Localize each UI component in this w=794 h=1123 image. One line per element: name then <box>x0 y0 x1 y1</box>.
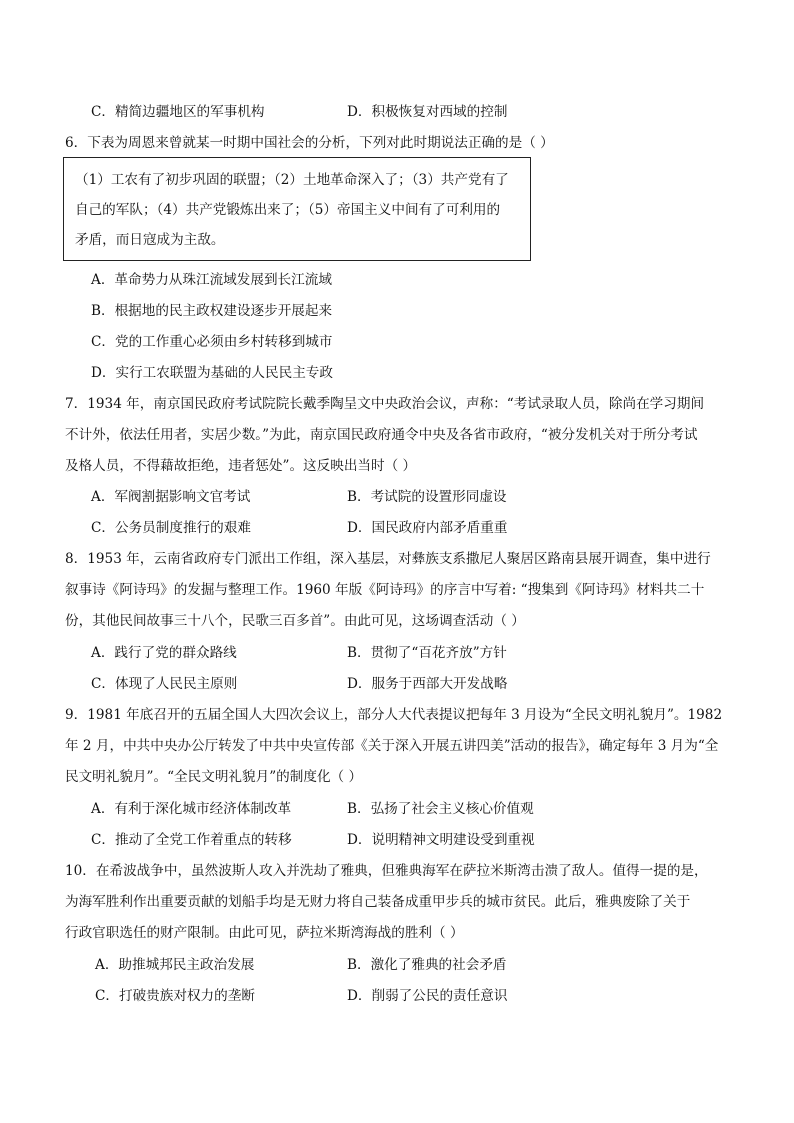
q10-stem-line-3: 行政官职选任的财产限制。由此可见，萨拉米斯湾海战的胜利（ ） <box>65 925 464 941</box>
q9-option-b: B．弘扬了社会主义核心价值观 <box>347 801 534 817</box>
q7-stem-line-2: 不计外，依法任用者，实居少数。”为此，南京国民政府通令中央及各省市政府，“被分发机关对于所分考试 <box>65 427 698 443</box>
q8-option-b: B．贯彻了“百花齐放”方针 <box>347 645 507 661</box>
q6-box-line-3: 矛盾，而日寇成为主敌。 <box>75 232 225 248</box>
q8-stem-line-3: 份，其他民间故事三十八个，民歌三百多首”。由此可见，这场调查活动（ ） <box>65 613 525 629</box>
q7-option-c: C．公务员制度推行的艰难 <box>91 520 251 536</box>
q6-stem: 6．下表为周恩来曾就某一时期中国社会的分析，下列对此时期说法正确的是（ ） <box>65 135 554 151</box>
q6-option-b: B．根据地的民主政权建设逐步开展起来 <box>91 303 333 319</box>
q8-stem-line-1: 8．1953 年，云南省政府专门派出工作组，深入基层，对彝族支系撒尼人聚居区路南县展开调查，集中进行 <box>65 551 711 567</box>
q6-option-d: D．实行工农联盟为基础的人民民主专政 <box>91 365 333 381</box>
q8-option-c: C．体现了人民民主原则 <box>91 676 238 692</box>
q9-stem-line-1: 9．1981 年底召开的五届全国人大四次会议上，部分人大代表提议把每年 3 月设为“全民文明礼貌月”。1982 <box>65 707 723 723</box>
q6-quote-box <box>63 157 531 261</box>
q7-option-b: B．考试院的设置形同虚设 <box>347 489 507 505</box>
q7-option-d: D．国民政府内部矛盾重重 <box>347 520 508 536</box>
q9-stem-line-2: 年 2 月，中共中央办公厅转发了中共中央宣传部《关于深入开展五讲四美”活动的报告》，确定每年 3 月为“全 <box>65 738 719 754</box>
q8-stem-line-2: 叙事诗《阿诗玛》的发掘与整理工作。1960 年版《阿诗玛》的序言中写着: “搜集到《阿诗玛》材料共二十 <box>65 582 705 598</box>
q7-stem-line-1: 7．1934 年，南京国民政府考试院院长戴季陶呈文中央政治会议，声称：“考试录取人员，除尚在学习期间 <box>65 396 705 412</box>
q7-option-a: A．军阀割据影响文官考试 <box>91 489 251 505</box>
q6-box-line-1: （1）工农有了初步巩固的联盟；（2）土地革命深入了；（3）共产党有了 <box>75 172 509 188</box>
q5-option-c: C．精简边疆地区的军事机构 <box>91 104 265 120</box>
q7-stem-line-3: 及格人员，不得藉故拒绝，违者惩处”。这反映出当时（ ） <box>65 458 417 474</box>
q10-option-b: B．激化了雅典的社会矛盾 <box>347 957 507 973</box>
q8-option-d: D．服务于西部大开发战略 <box>347 676 508 692</box>
q9-option-d: D．说明精神文明建设受到重视 <box>347 832 535 848</box>
q6-box-line-2: 自己的军队；（4）共产党锻炼出来了；（5）帝国主义中间有了可利用的 <box>75 202 501 218</box>
q9-option-a: A．有利于深化城市经济体制改革 <box>91 801 292 817</box>
q8-option-a: A．践行了党的群众路线 <box>91 645 237 661</box>
q10-stem-line-1: 10．在希波战争中，虽然波斯人攻入并洗劫了雅典，但雅典海军在萨拉米斯湾击溃了敌人。值得一提的是， <box>65 863 708 879</box>
q5-option-d: D．积极恢复对西域的控制 <box>347 104 508 120</box>
q6-option-c: C．党的工作重心必须由乡村转移到城市 <box>91 334 333 350</box>
q10-option-c: C．打破贵族对权力的垄断 <box>95 988 255 1004</box>
q9-option-c: C．推动了全党工作着重点的转移 <box>91 832 292 848</box>
q10-option-a: A．助推城邦民主政治发展 <box>95 957 255 973</box>
q9-stem-line-3: 民文明礼貌月”。“全民文明礼貌月”的制度化（ ） <box>65 769 363 785</box>
q10-option-d: D．削弱了公民的责任意识 <box>347 988 508 1004</box>
q6-option-a: A．革命势力从珠江流域发展到长江流域 <box>91 272 332 288</box>
q10-stem-line-2: 为海军胜利作出重要贡献的划船手均是无财力将自己装备成重甲步兵的城市贫民。此后，雅典废除了关于 <box>65 894 691 910</box>
